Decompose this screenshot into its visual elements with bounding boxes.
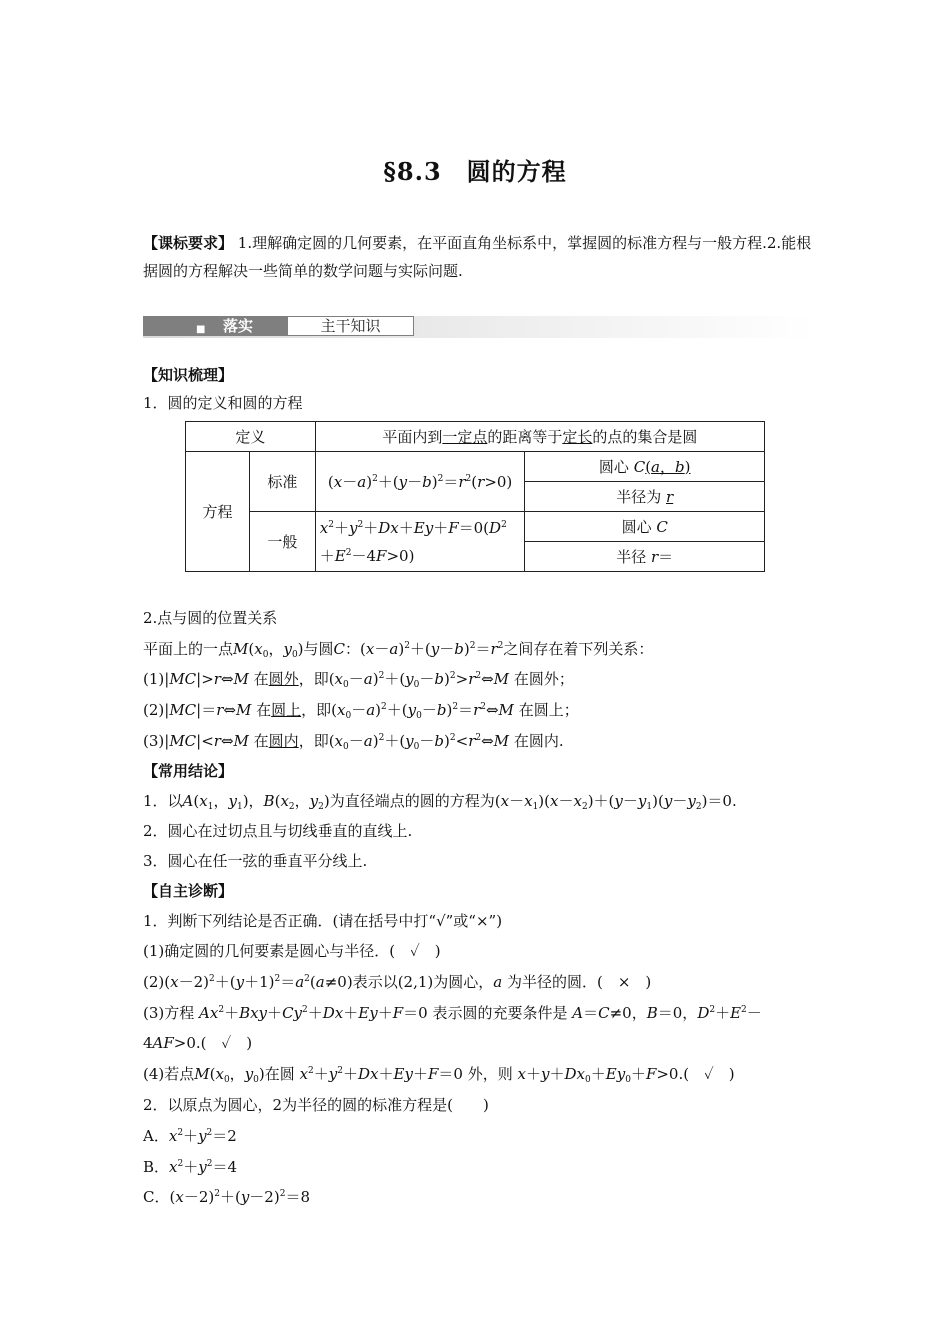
square-icon: ■ [196,324,206,335]
question-1-3b: 4AF>0.( ✓ ) [143,1034,253,1052]
question-1-1: (1)确定圆的几何要素是圆心与半径．( ✓ ) [143,942,441,960]
page-title: §8.3 圆的方程 [383,157,567,186]
question-1-2: $(2)(x-2)^2+(y+1)^2=a^2(a\ne 0)$表示以(2,1)为圆心，a 为半径的圆．( × ) [143,973,652,991]
gen-equation-cell: $x^2+y^2+Dx+Ey+F=0(D^2$ $+E^2-4F>0$) [315,512,525,572]
banner-dark [143,316,287,336]
relation-intro: 平面上的一点$M(x_0$，$y_0$)与圆C：$(x-a)^2+(y-b)^2=r^2$之间存在着下列关系： [143,640,654,660]
std-radius-cell: 半径为 r [525,482,765,512]
knowledge-heading: 【知识梳理】 [143,366,234,384]
knowledge-item-2: 2.点与圆的位置关系 [143,609,278,627]
gen-center-cell: 圆心 C [525,512,765,542]
option-a[interactable]: A．$x^2+y^2=2$ [143,1127,237,1145]
relation-1: (1)|MC|>r⇔M 在圆外，即$(x_0-a)^2+(y_0-b)^2>r^2\Leftrightarrow M$ 在圆外； [143,670,574,690]
option-b[interactable]: B．$x^2+y^2=4$ [143,1158,238,1176]
section-banner [143,316,815,338]
std-label-cell: 标准 [249,452,315,512]
diagnosis-heading: 【自主诊断】 [143,882,234,900]
conclusion-1: 1．以$A(x_1$，$y_1$)，$B(x_2$，$y_2$)为直径端点的圆的方程为$(x-x_1)(x-x_2)+(y-y_1)(y-y_2)=0$. [143,792,737,812]
conclusions-heading: 【常用结论】 [143,762,234,780]
circle-equation-table [185,421,765,572]
gen-radius-cell: 半径 r＝ [525,542,765,572]
requirements-label: 【课标要求】 [143,234,234,252]
relation-3: (3)|MC|<r⇔M 在圆内，即$(x_0-a)^2+(y_0-b)^2<r^2\Leftrightarrow M$ 在圆内. [143,732,564,752]
def-label-cell: 定义 [186,422,316,452]
relation-2: (2)|MC|＝r⇔M 在圆上，即$(x_0-a)^2+(y_0-b)^2=r^2\Leftrightarrow M$ 在圆上； [143,701,579,721]
banner-light-label: 主干知识 [287,316,414,336]
question-2: 2．以原点为圆心，2为半径的圆的标准方程是( ) [143,1096,489,1114]
question-1-4: (4)若点$M(x_0$，$y_0$)在圆 $x^2+y^2+Dx+Ey+F=0$ 外，则 $x+y+Dx_0+Ey_0+F>0$.( ✓ ) [143,1065,735,1085]
conclusion-2: 2．圆心在过切点且与切线垂直的直线上. [143,822,413,840]
conclusion-3: 3．圆心在任一弦的垂直平分线上. [143,852,368,870]
option-c[interactable]: C．$(x-2)^2+(y-2)^2=8$ [143,1188,310,1206]
std-center-cell: 圆心 C(a，b) [525,452,765,482]
banner-dark-label: 落实 [223,317,254,335]
question-1: 1．判断下列结论是否正确．(请在括号中打“√”或“×”) [143,912,503,930]
course-requirements [143,229,815,285]
eq-label-cell: 方程 [186,452,250,572]
requirements-text: 1.理解确定圆的几何要素，在平面直角坐标系中，掌握圆的标准方程与一般方程.2.能根据圆的方程解决一些简单的数学问题与实际问题. [143,234,812,280]
std-equation-cell: $(x-a)^2+(y-b)^2=r^2(r>0)$ [315,452,525,512]
knowledge-item-1: 1．圆的定义和圆的方程 [143,394,303,412]
gen-label-cell: 一般 [249,512,315,572]
def-text-cell: 平面内到一定点的距离等于定长的点的集合是圆 [315,422,764,452]
question-1-3a: (3)方程 $Ax^2+Bxy+Cy^2+Dx+Ey+F=0$ 表示圆的充要条件是 A＝C≠0，B＝0，$D^2+E^2-$ [143,1004,762,1022]
